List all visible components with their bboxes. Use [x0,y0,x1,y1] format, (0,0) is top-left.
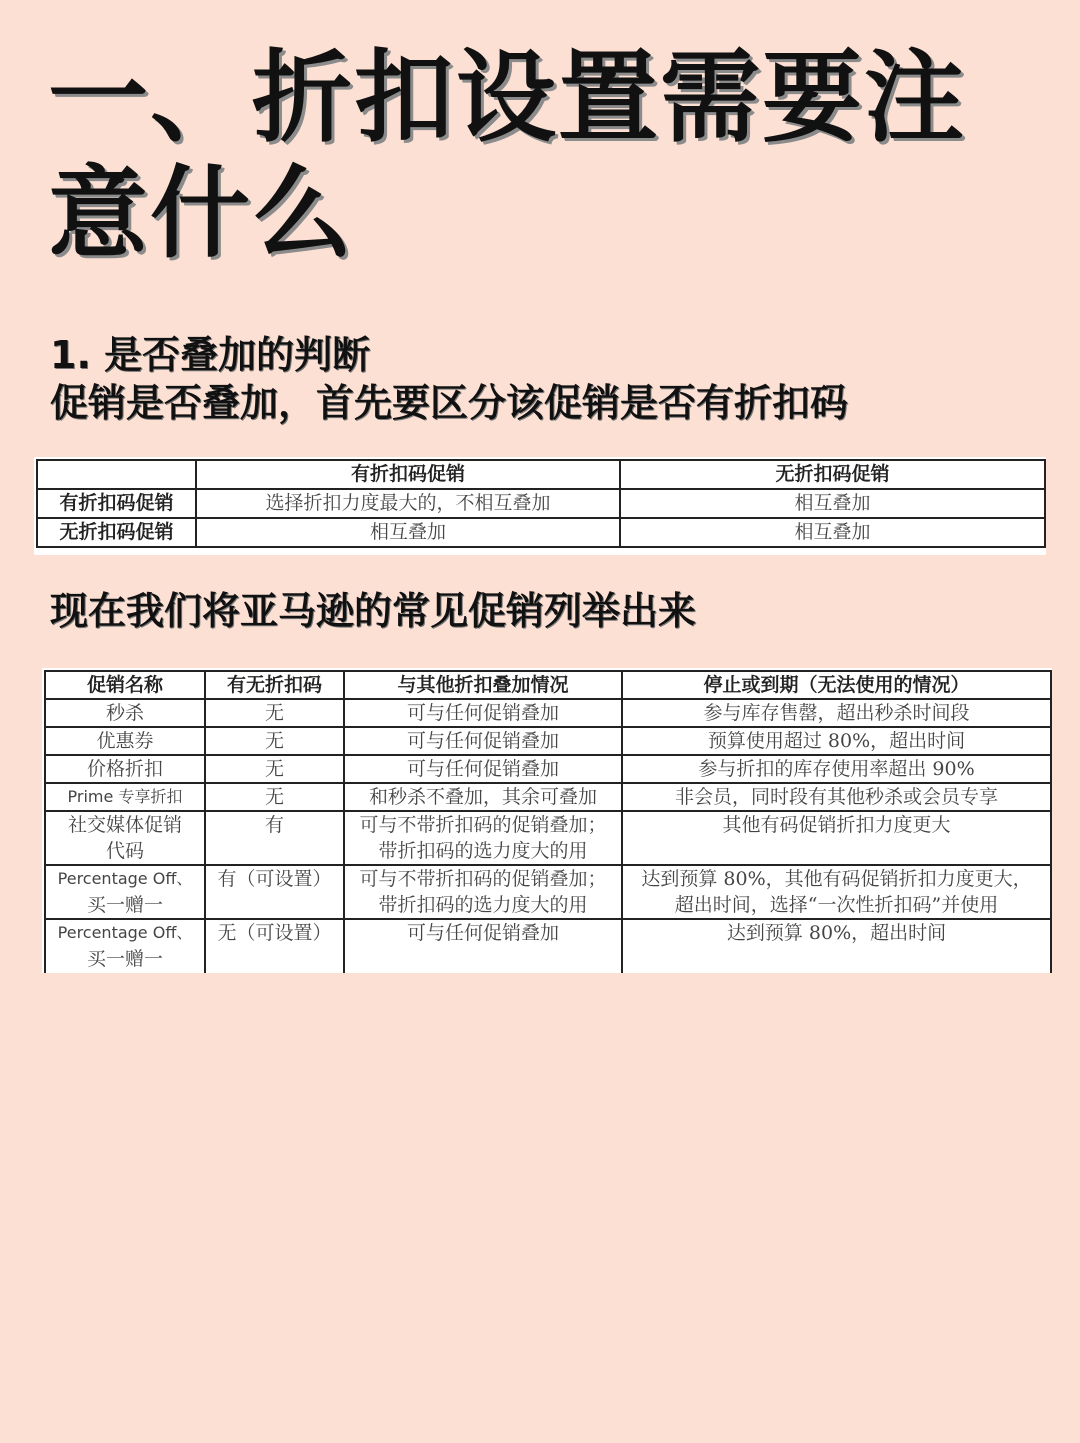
promo-code-cell: 无（可设置） [205,919,344,973]
promo-stop-text: 非会员，同时段有其他秒杀或会员专享 [674,786,998,808]
table-row-header: 有折扣码促销 [37,489,196,518]
promo-stop-cell [622,811,1051,865]
promotions-table [44,670,1052,973]
promo-stop-cell [622,755,1051,783]
promo-stop-cell [622,783,1051,811]
promo-code-cell: 无 [205,727,344,755]
promo-stop-text: 其他有码促销折扣力度更大 [722,814,951,836]
promo-stack-text: 可与不带折扣码的促销叠加； [359,814,607,836]
promotions-table-container [42,668,1052,973]
promo-stop-text: 达到预算 80%，超出时间 [726,922,947,944]
promo-stack-text: 带折扣码的选力度大的用 [378,840,588,862]
promo-stop-text: 达到预算 80%，其他有码促销折扣力度更大， [641,868,1032,890]
table-cell: 相互叠加 [620,518,1045,547]
promo-stop-text: 超出时间，选择“一次性折扣码”并使用 [674,894,999,916]
promo-name-cell [45,699,205,727]
promo-name: 买一赠一 [86,894,163,916]
promo-name: 优惠券 [96,730,154,752]
promo-name-cell [45,919,205,973]
table-header-cell: 无折扣码促销 [620,460,1045,489]
table-header-cell: 停止或到期（无法使用的情况） [622,671,1051,699]
promo-stop-cell [622,919,1051,973]
promo-stack-cell [344,811,622,865]
section-subheading-discount-code: 促销是否叠加，首先要区分该促销是否有折扣码 [50,381,849,425]
promo-stack-cell [344,727,622,755]
promo-name: Percentage Off、 [57,923,193,942]
stacking-rules-table-container [34,457,1046,555]
section-heading-stacking: 1. 是否叠加的判断 [50,333,371,377]
promo-stack-text: 可与任何促销叠加 [406,702,559,724]
table-header-cell: 与其他折扣叠加情况 [344,671,622,699]
table-row [37,489,1045,518]
table-header-cell: 有折扣码促销 [196,460,620,489]
promo-stack-cell [344,755,622,783]
table-row-header: 无折扣码促销 [37,518,196,547]
promo-stack-text: 带折扣码的选力度大的用 [378,894,588,916]
table-row [45,811,1051,865]
table-header-cell: 促销名称 [45,671,205,699]
table-row [45,919,1051,973]
promo-code-cell: 无 [205,783,344,811]
promo-stop-text: 预算使用超过 80%，超出时间 [707,730,966,752]
promo-stack-cell [344,699,622,727]
table-row [45,699,1051,727]
promo-name: 社交媒体促销 [67,814,182,836]
promo-stack-text: 可与任何促销叠加 [406,922,559,944]
promo-stop-text: 参与库存售罄，超出秒杀时间段 [703,702,970,724]
table-row [45,755,1051,783]
promo-name: Percentage Off、 [57,869,193,888]
table-header-cell: 有无折扣码 [205,671,344,699]
page-title: 一、折扣设置需要注意什么 [48,39,966,272]
promo-code-cell: 无 [205,699,344,727]
promo-name: 代码 [105,840,144,862]
promo-code-cell: 有 [205,811,344,865]
promo-stack-text: 可与任何促销叠加 [406,730,559,752]
table-header-row [37,460,1045,489]
promo-stack-text: 和秒杀不叠加，其余可叠加 [368,786,597,808]
promo-name-cell [45,727,205,755]
table-row [45,783,1051,811]
table-header-row [45,671,1051,699]
table-header-cell [37,460,196,489]
promo-name: 秒杀 [105,702,144,724]
promo-code-cell: 无 [205,755,344,783]
promo-stack-text: 可与任何促销叠加 [406,758,559,780]
promo-stack-text: 可与不带折扣码的促销叠加； [359,868,607,890]
promo-stack-cell [344,919,622,973]
stacking-rules-table [36,459,1046,548]
promo-name-cell [45,783,205,811]
table-row [45,727,1051,755]
promo-stack-cell [344,783,622,811]
promo-code-cell: 有（可设置） [205,865,344,919]
promo-stop-cell [622,865,1051,919]
promo-name: Prime 专享折扣 [67,787,183,806]
section-heading-promotions: 现在我们将亚马逊的常见促销列举出来 [50,589,697,633]
promo-name: 买一赠一 [86,948,163,970]
promo-stack-cell [344,865,622,919]
promo-stop-cell [622,727,1051,755]
table-cell: 选择折扣力度最大的，不相互叠加 [196,489,620,518]
promo-name-cell [45,811,205,865]
table-row [45,865,1051,919]
promo-name: 价格折扣 [86,758,163,780]
promo-name-cell [45,865,205,919]
promo-name-cell [45,755,205,783]
table-cell: 相互叠加 [196,518,620,547]
table-cell: 相互叠加 [620,489,1045,518]
promo-stop-text: 参与折扣的库存使用率超出 90% [698,758,975,780]
promo-stop-cell [622,699,1051,727]
table-row [37,518,1045,547]
